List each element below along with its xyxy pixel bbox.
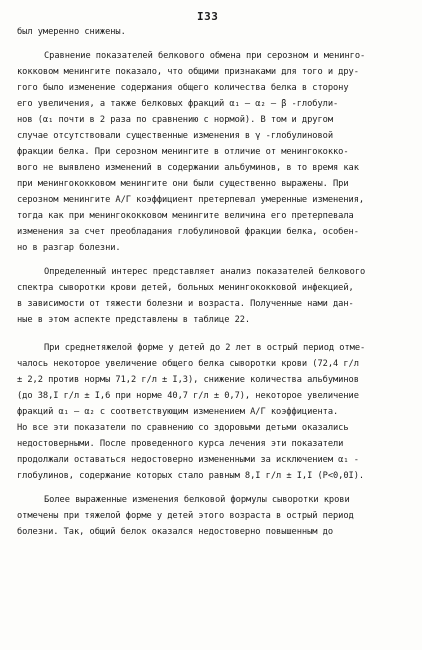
text-line: Более выраженные изменения белковой формулы сыворотки крови	[44, 495, 350, 505]
text-line: чалось некоторое увеличение общего белка сыворотки крови (72,4 г/л	[17, 359, 359, 369]
text-line: Сравнение показателей белкового обмена при серозном и менинго-	[44, 51, 366, 61]
text-line: Определенный интерес представляет анализ показателей белкового	[44, 267, 366, 277]
text-line: изменения за счет преобладания глобулиновой фракции белка, особен-	[17, 227, 359, 237]
text-line: При среднетяжелой форме у детей до 2 лет в острый период отме-	[44, 343, 366, 353]
text-line: спектра сыворотки крови детей, больных менингококковой инфекцией,	[17, 283, 354, 293]
text-line: Но все эти показатели по сравнению со здоровыми детьми оказались	[17, 423, 349, 433]
text-line: глобулинов, содержание которых стало равным 8,I г/л ± I,I (P<0,0I).	[17, 471, 365, 481]
text-line: при менингококковом менингите они были существенно выражены. При	[17, 179, 349, 189]
text-line: в зависимости от тяжести болезни и возраста. Полученные нами дан-	[17, 299, 354, 309]
text-line: был умеренно снижены.	[17, 27, 126, 37]
text-line: недостоверными. После проведенного курса лечения эти показатели	[17, 439, 344, 449]
text-line: нов (α₁ почти в 2 раза по сравнению с нормой). В том и другом	[17, 115, 334, 125]
text-line: серозном менингите А/Г коэффициент претерпевал умеренные изменения,	[17, 195, 365, 205]
text-line: случае отсутствовали существенные изменения в γ -глобулиновой	[17, 131, 334, 141]
text-line: продолжали оставаться недостоверно измененными за исключением α₁ -	[17, 455, 359, 465]
text-line: тогда как при менингококковом менингите величина его претерпевала	[17, 211, 354, 221]
text-line: фракции белка. При серозном менингите в отличие от менингококко-	[17, 147, 349, 157]
text-line: ± 2,2 против нормы 71,2 г/л ± I,3), снижение количества альбуминов	[17, 375, 359, 385]
text-line: (до 38,I г/л ± I,6 при норме 40,7 г/л ± 0,7), некоторое увеличение	[17, 391, 359, 401]
text-line: отмечены при тяжелой форме у детей этого возраста в острый период	[17, 511, 354, 521]
text-line: фракций α₁ – α₂ с соответствующим изменением А/Г коэффициента.	[17, 407, 339, 417]
text-line: болезни. Так, общий белок оказался недостоверно повышенным до	[17, 527, 334, 537]
text-line: но в разгар болезни.	[17, 243, 121, 253]
text-line: кокковом менингите показало, что общими признаками для того и дру-	[17, 67, 359, 77]
text-line: вого не выявлено изменений в содержании альбуминов, в то время как	[17, 163, 359, 173]
page-number: I33	[197, 10, 219, 23]
text-line: гого было изменение содержания общего количества белка в сторону	[17, 83, 349, 93]
text-line: его увеличения, а также белковых фракций α₁ – α₂ – β -глобули-	[17, 99, 339, 109]
text-line: ные в этом аспекте представлены в таблице 22.	[17, 315, 251, 325]
